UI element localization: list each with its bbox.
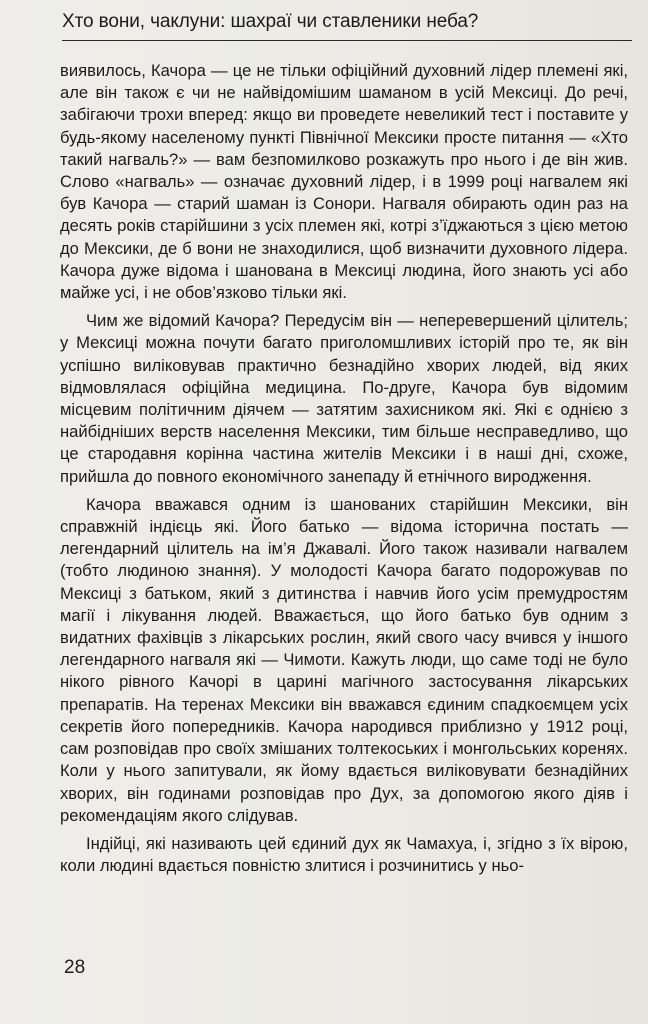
body-text [60,60,628,877]
paragraph: Чим же відомий Качора? Передусім він — неперевершений цілитель; у Мексиці можна почути багато приголомшливих історій про те, як він успішно виліковував практично безнадійно хворих людей, від яких відмовлялася офіційна медицина. По-друге, Качора був відомим місцевим політичним діячем — затятим захисником які. Які є однією з найбідніших верств населення Мексики, тим більше несправедливо, що це стародавня корінна частина жителів Мексики і в наші дні, схоже, прийшла до повного економічного занепаду й етнічного виродження. [60,311,628,486]
paragraph: виявилось, Качора — це не тільки офіційний духовний лідер племені які, але він також є чи не найвідомішим шаманом в усій Мексиці. До речі, забігаючи трохи вперед: якщо ви проведете невеликий тест і поставите у будь-якому населеному пункті Північної Мексики просте питання — «Хто такий нагваль?» — вам безпомилково розкажуть про нього і де він жив. Слово «нагваль» — означає духовний лідер, і в 1999 році нагвалем які був Качора — старий шаман із Сонори. Нагваля обирають один раз на десять років старійшини з усіх племен які, котрі з’їджаються з цією метою до Мексики, де б вони не знаходилися, щоб визначити духовного лідера. Качора дуже відома і шанована в Мексиці людина, його знають усі або майже усі, і не обов’язково тільки які. [60,61,628,303]
paragraph: Індійці, які називають цей єдиний дух як Чамахуа, і, згідно з їх вірою, коли людині вдається повністю злитися і розчинитись у ньо- [60,833,628,876]
paragraph: Качора вважався одним із шанованих старійшин Мексики, він справжній індієць які. Його батько — відома історична постать — легендарний цілитель на ім’я Джавалі. Його також називали нагвалем (тобто людиною знання). У молодості Качора багато подорожував по Мексиці з батьком, який з дитинства і навчив його усім премудростям магії і лікування людей. Вважається, що його батько був одним з видатних фахівців з лікарських рослин, який свого часу вчився у іншого легендарного нагваля які — Чимоти. Кажуть люди, що саме тоді не було нікого рівного Качорі в царині магічного застосування лікарських препаратів. На теренах Мексики він вважався єдиним спадкоємцем усіх секретів його попередників. Качора народився приблизно у 1912 році, сам розповідав про своїх змішаних толтекоських і монгольських коренях. Коли у нього запитували, як йому вдається виліковувати безнадійних хворих, він годинами розповідав про Дух, за допомогою якого діяв і рекомендаціям якого слідував. [60,494,628,825]
running-head: Хто вони, чаклуни: шахраї чи ставленики неба? [62,10,632,41]
page-number: 28 [64,957,86,978]
